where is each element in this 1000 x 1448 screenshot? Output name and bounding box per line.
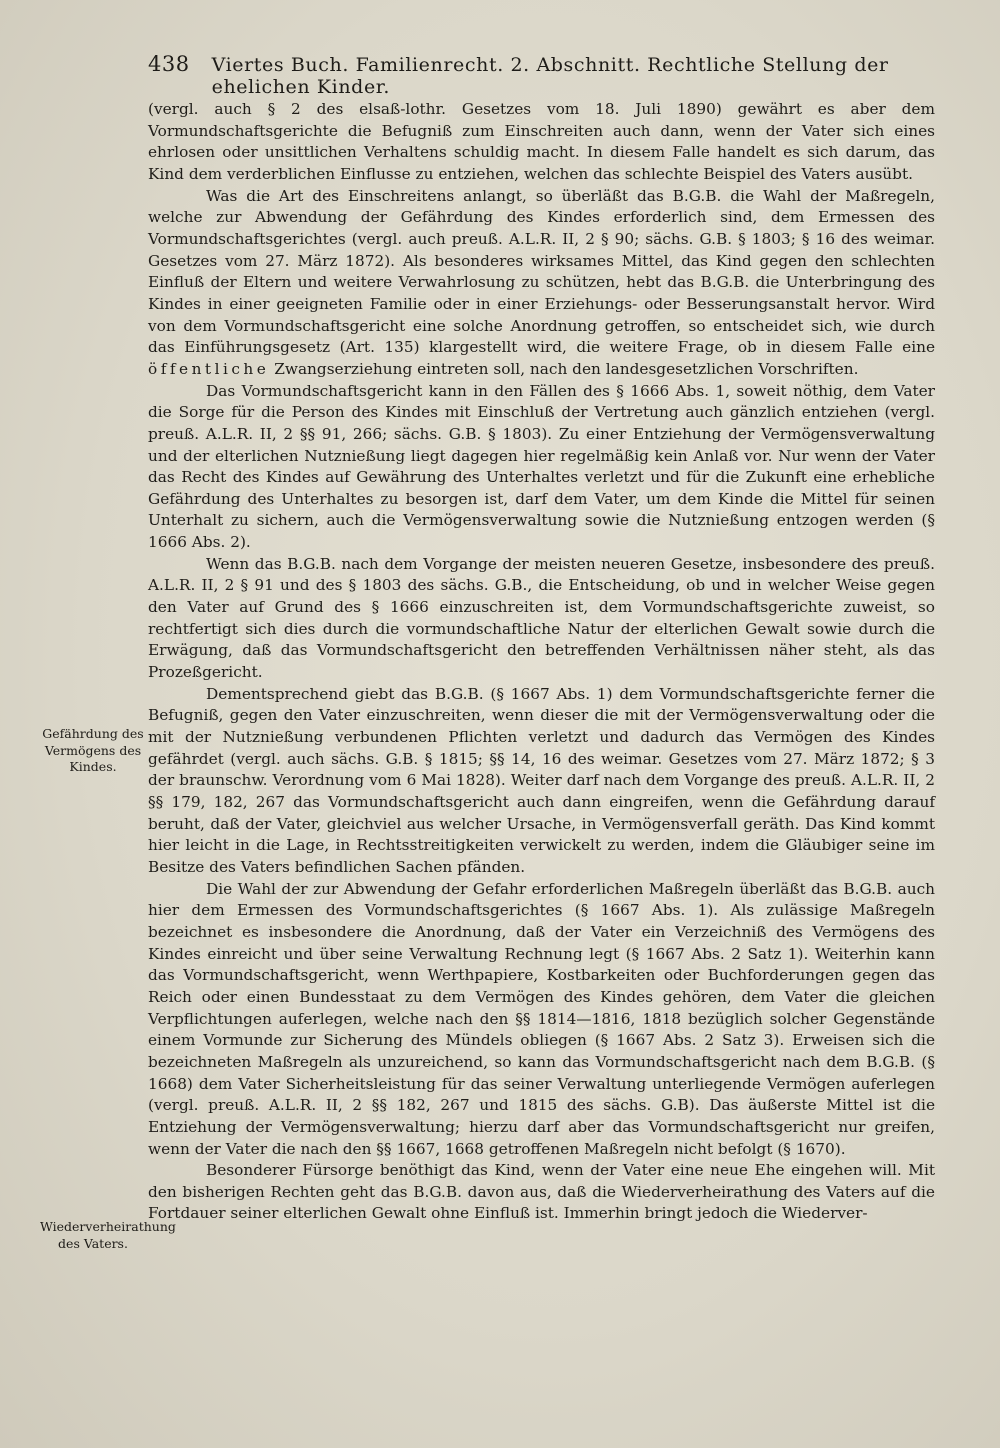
- paragraph: Das Vormundschaftsgericht kann in den Fällen des § 1666 Abs. 1, soweit nöthig, dem Vater die Sorge für die Person des Kindes mit Einschluß der Vertretung auch gänzlich entziehen (vergl. preuß. A.L.R. II, 2 §§ 91, 266; sächs. G.B. § 1803). Zu einer Entziehung der Vermögensverwaltung und der elterlichen Nutznießung liegt dagegen hier regelmäßig kein Anlaß vor. Nur wenn der Vater das Recht des Kindes auf Gewährung des Unterhaltes verletzt und für die Zukunft eine erhebliche Gefährdung des Unterhaltes zu besorgen ist, darf dem Vater, um dem Kinde die Mittel für seinen Unterhalt zu sichern, auch die Vermögensverwaltung sowie die Nutznießung entzogen werden (§ 1666 Abs. 2).: [148, 381, 935, 552]
- page-header: [148, 52, 908, 98]
- paragraph: (vergl. auch § 2 des elsaß-lothr. Gesetzes vom 18. Juli 1890) gewährt es aber dem Vormundschaftsgerichte die Befugniß zum Einschreiten auch dann, wenn der Vater sich eines ehrlosen oder unsittlichen Verhaltens schuldig macht. In diesem Falle handelt es sich darum, das Kind dem verderblichen Einflusse zu entziehen, welchen das schlechte Beispiel des Vaters ausübt.: [148, 100, 935, 183]
- running-title: Viertes Buch. Familienrecht. 2. Abschnitt. Rechtliche Stellung der ehelichen Kinder.: [211, 54, 889, 98]
- emphasized-text: öffentliche: [148, 359, 270, 378]
- paragraph: Besonderer Fürsorge benöthigt das Kind, wenn der Vater eine neue Ehe eingehen will. Mit den bisherigen Rechten geht das B.G.B. davon aus, daß die Wiederverheirathung des Vaters auf die Fortdauer seiner elterlichen Gewalt ohne Einfluß ist. Immerhin bringt jedoch die Wiederver-: [148, 1161, 935, 1223]
- body-text: [148, 99, 935, 1225]
- paragraph: Wenn das B.G.B. nach dem Vorgange der meisten neueren Gesetze, insbesondere des preuß. A.L.R. II, 2 § 91 und des § 1803 des sächs. G.B., die Entscheidung, ob und in welcher Weise gegen den Vater auf Grund des § 1666 einzuschreiten ist, dem Vormundschaftsgerichte zuweist, so rechtfertigt sich dies durch die vormundschaftliche Natur der elterlichen Gewalt sowie durch die Erwägung, daß das Vormundschaftsgericht den betreffenden Verhältnissen näher steht, als das Prozeßgericht.: [148, 554, 935, 682]
- paragraph: [148, 186, 935, 381]
- paragraph: Die Wahl der zur Abwendung der Gefahr erforderlichen Maßregeln überläßt das B.G.B. auch hier dem Ermessen des Vormundschaftsgerichtes (§ 1667 Abs. 1). Als zulässige Maßregeln bezeichnet es insbesondere die Anordnung, daß der Vater ein Verzeichniß des Vermögens des Kindes einreicht und über seine Verwaltung Rechnung legt (§ 1667 Abs. 2 Satz 1). Weiterhin kann das Vormundschaftsgericht, wenn Werthpapiere, Kostbarkeiten oder Buchforderungen gegen das Reich oder einen Bundesstaat zu dem Vermögen des Kindes gehören, dem Vater die gleichen Verpflichtungen auferlegen, welche nach den §§ 1814—1816, 1818 bezüglich solcher Gegenstände einem Vormunde zur Sicherung des Mündels obliegen (§ 1667 Abs. 2 Satz 3). Erweisen sich die bezeichneten Maßregeln als unzureichend, so kann das Vormundschaftsgericht nach dem B.G.B. (§ 1668) dem Vater Sicherheitsleistung für das seiner Verwaltung unterliegende Vermögen auferlegen (vergl. preuß. A.L.R. II, 2 §§ 182, 267 und 1815 des sächs. G.B). Das äußerste Mittel ist die Entziehung der Vermögensverwaltung; hierzu darf aber das Vormundschaftsgericht nur greifen, wenn der Vater die nach den §§ 1667, 1668 getroffenen Maßregeln nicht befolgt (§ 1670).: [148, 879, 935, 1158]
- margin-note-property-endangerment: Gefährdung des Vermögens des Kindes.: [42, 726, 144, 774]
- margin-note-remarriage: Wiederverheirathung des Vaters.: [40, 1219, 176, 1251]
- paragraph-text: Zwangserziehung eintreten soll, nach den landesgesetzlichen Vorschriften.: [274, 359, 859, 378]
- page-number: 438: [148, 52, 190, 76]
- paragraph-text: Was die Art des Einschreitens anlangt, so überläßt das B.G.B. die Wahl der Maßregeln, welche zur Abwendung der Gefährdung des Kindes erforderlich sind, dem Ermessen des Vormundschaftsgerichtes (vergl. auch preuß. A.L.R. II, 2 § 90; sächs. G.B. § 1803; § 16 des weimar. Gesetzes vom 27. März 1872). Als besonderes wirksames Mittel, das Kind gegen den schlechten Einfluß der Eltern und weitere Verwahrlosung zu schützen, hebt das B.G.B. die Unterbringung des Kindes in einer geeigneten Familie oder in einer Erziehungs- oder Besserungsanstalt hervor. Wird von dem Vormundschaftsgericht eine solche Anordnung getroffen, so entscheidet sich, wie durch das Einführungsgesetz (Art. 135) klargestellt wird, die weitere Frage, ob in diesem Falle eine: [148, 186, 935, 357]
- paragraph: Dementsprechend giebt das B.G.B. (§ 1667 Abs. 1) dem Vormundschaftsgerichte ferner die Befugniß, gegen den Vater einzuschreiten, wenn dieser die mit der Vermögensverwaltung oder die mit der Nutznießung verbundenen Pflichten verletzt und dadurch das Vermögen des Kindes gefährdet (vergl. auch sächs. G.B. § 1815; §§ 14, 16 des weimar. Gesetzes vom 27. März 1872; § 3 der braunschw. Verordnung vom 6 Mai 1828). Weiter darf nach dem Vorgange des preuß. A.L.R. II, 2 §§ 179, 182, 267 das Vormundschaftsgericht auch dann eingreifen, wenn die Gefährdung darauf beruht, daß der Vater, gleichviel aus welcher Ursache, in Vermögensverfall geräth. Das Kind kommt hier leicht in die Lage, in Rechtsstreitigkeiten verwickelt zu werden, indem die Gläubiger seine im Besitze des Vaters befindlichen Sachen pfänden.: [148, 684, 935, 876]
